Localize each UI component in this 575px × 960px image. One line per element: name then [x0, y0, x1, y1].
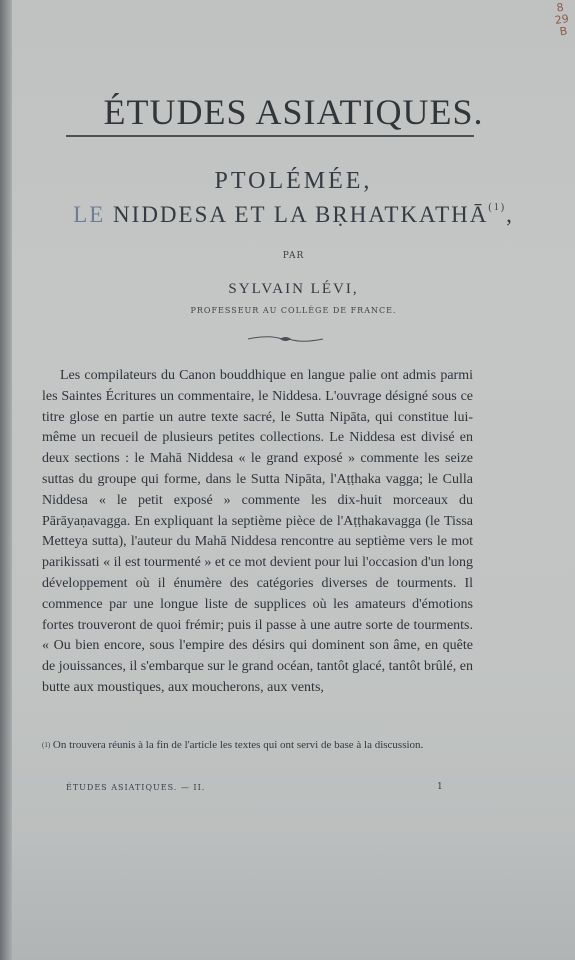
body-paragraph: Les compilateurs du Canon bouddhique en langue palie ont admis parmi les Saintes Écritures un commentaire, le Niddesa. L'ouvrage désigné sous ce titre glose en partie un autre texte sacré, le Sutta Nipāta, qui constitue lui-même un recueil de plusieurs petites collections. Le Niddesa est divisé en deux sections : le Mahā Niddesa « le grand exposé » commente les seize suttas du groupe qui forme, dans le Sutta Nipāta, l'Aṭṭhaka vagga; le Culla Niddesa « le petit exposé » commente les dix-huit morceaux du Pārāyaṇavagga. En expliquant la septième pièce de l'Aṭṭhakavagga (le Tissa Metteya sutta), l'auteur du Mahā Niddesa rencontre au septième vers le mot parikissati « il est tourmenté » et ce mot devient pour lui l'occasion d'un long développement où il énumère des catégories diverses de tourments. Il commence par une longue liste de supplices où les amateurs d'émotions fortes trouveront de quoi frémir; puis il passe à une autre sorte de tourments. « Ou bien encore, sous l'empire des désirs qui dominent son âme, en quête de jouissances, il s'embarque sur le grand océan, tantôt glacé, tantôt brûlé, en butte aux moustiques, aux moucherons, aux vents, [42, 368, 473, 695]
ornament-divider [247, 335, 324, 343]
footnote [42, 738, 473, 752]
title-rule-divider [66, 135, 474, 137]
article-title-line-2 [12, 202, 575, 228]
page-bottom-shadow [12, 830, 575, 960]
main-text-block [42, 366, 473, 734]
footnote-text: On trouvera réunis à la fin de l'article les textes qui ont servi de base à la discussion. [50, 739, 424, 751]
sheet-number: 1 [437, 782, 443, 792]
author-affiliation: PROFESSEUR AU COLLÈGE DE FRANCE. [190, 306, 397, 315]
author-name: SYLVAIN LÉVI, [228, 281, 359, 297]
article-title-line-1: PTOLÉMÉE, [214, 168, 373, 194]
byline-par-label: PAR [282, 251, 305, 261]
article-title-first-word: LE [73, 202, 106, 227]
article-title-rest: NIDDESA ET LA BṚHATKATHĀ [105, 202, 489, 227]
page-title: ÉTUDES ASIATIQUES. [103, 92, 484, 132]
running-footer: ÉTUDES ASIATIQUES. — II. [66, 783, 206, 792]
footnote-marker: (1) [42, 741, 51, 749]
library-corner-mark: 8 29 B [553, 0, 570, 39]
article-title-comma: , [506, 202, 514, 227]
book-page [12, 0, 575, 960]
article-footnote-marker: (1) [488, 202, 507, 213]
